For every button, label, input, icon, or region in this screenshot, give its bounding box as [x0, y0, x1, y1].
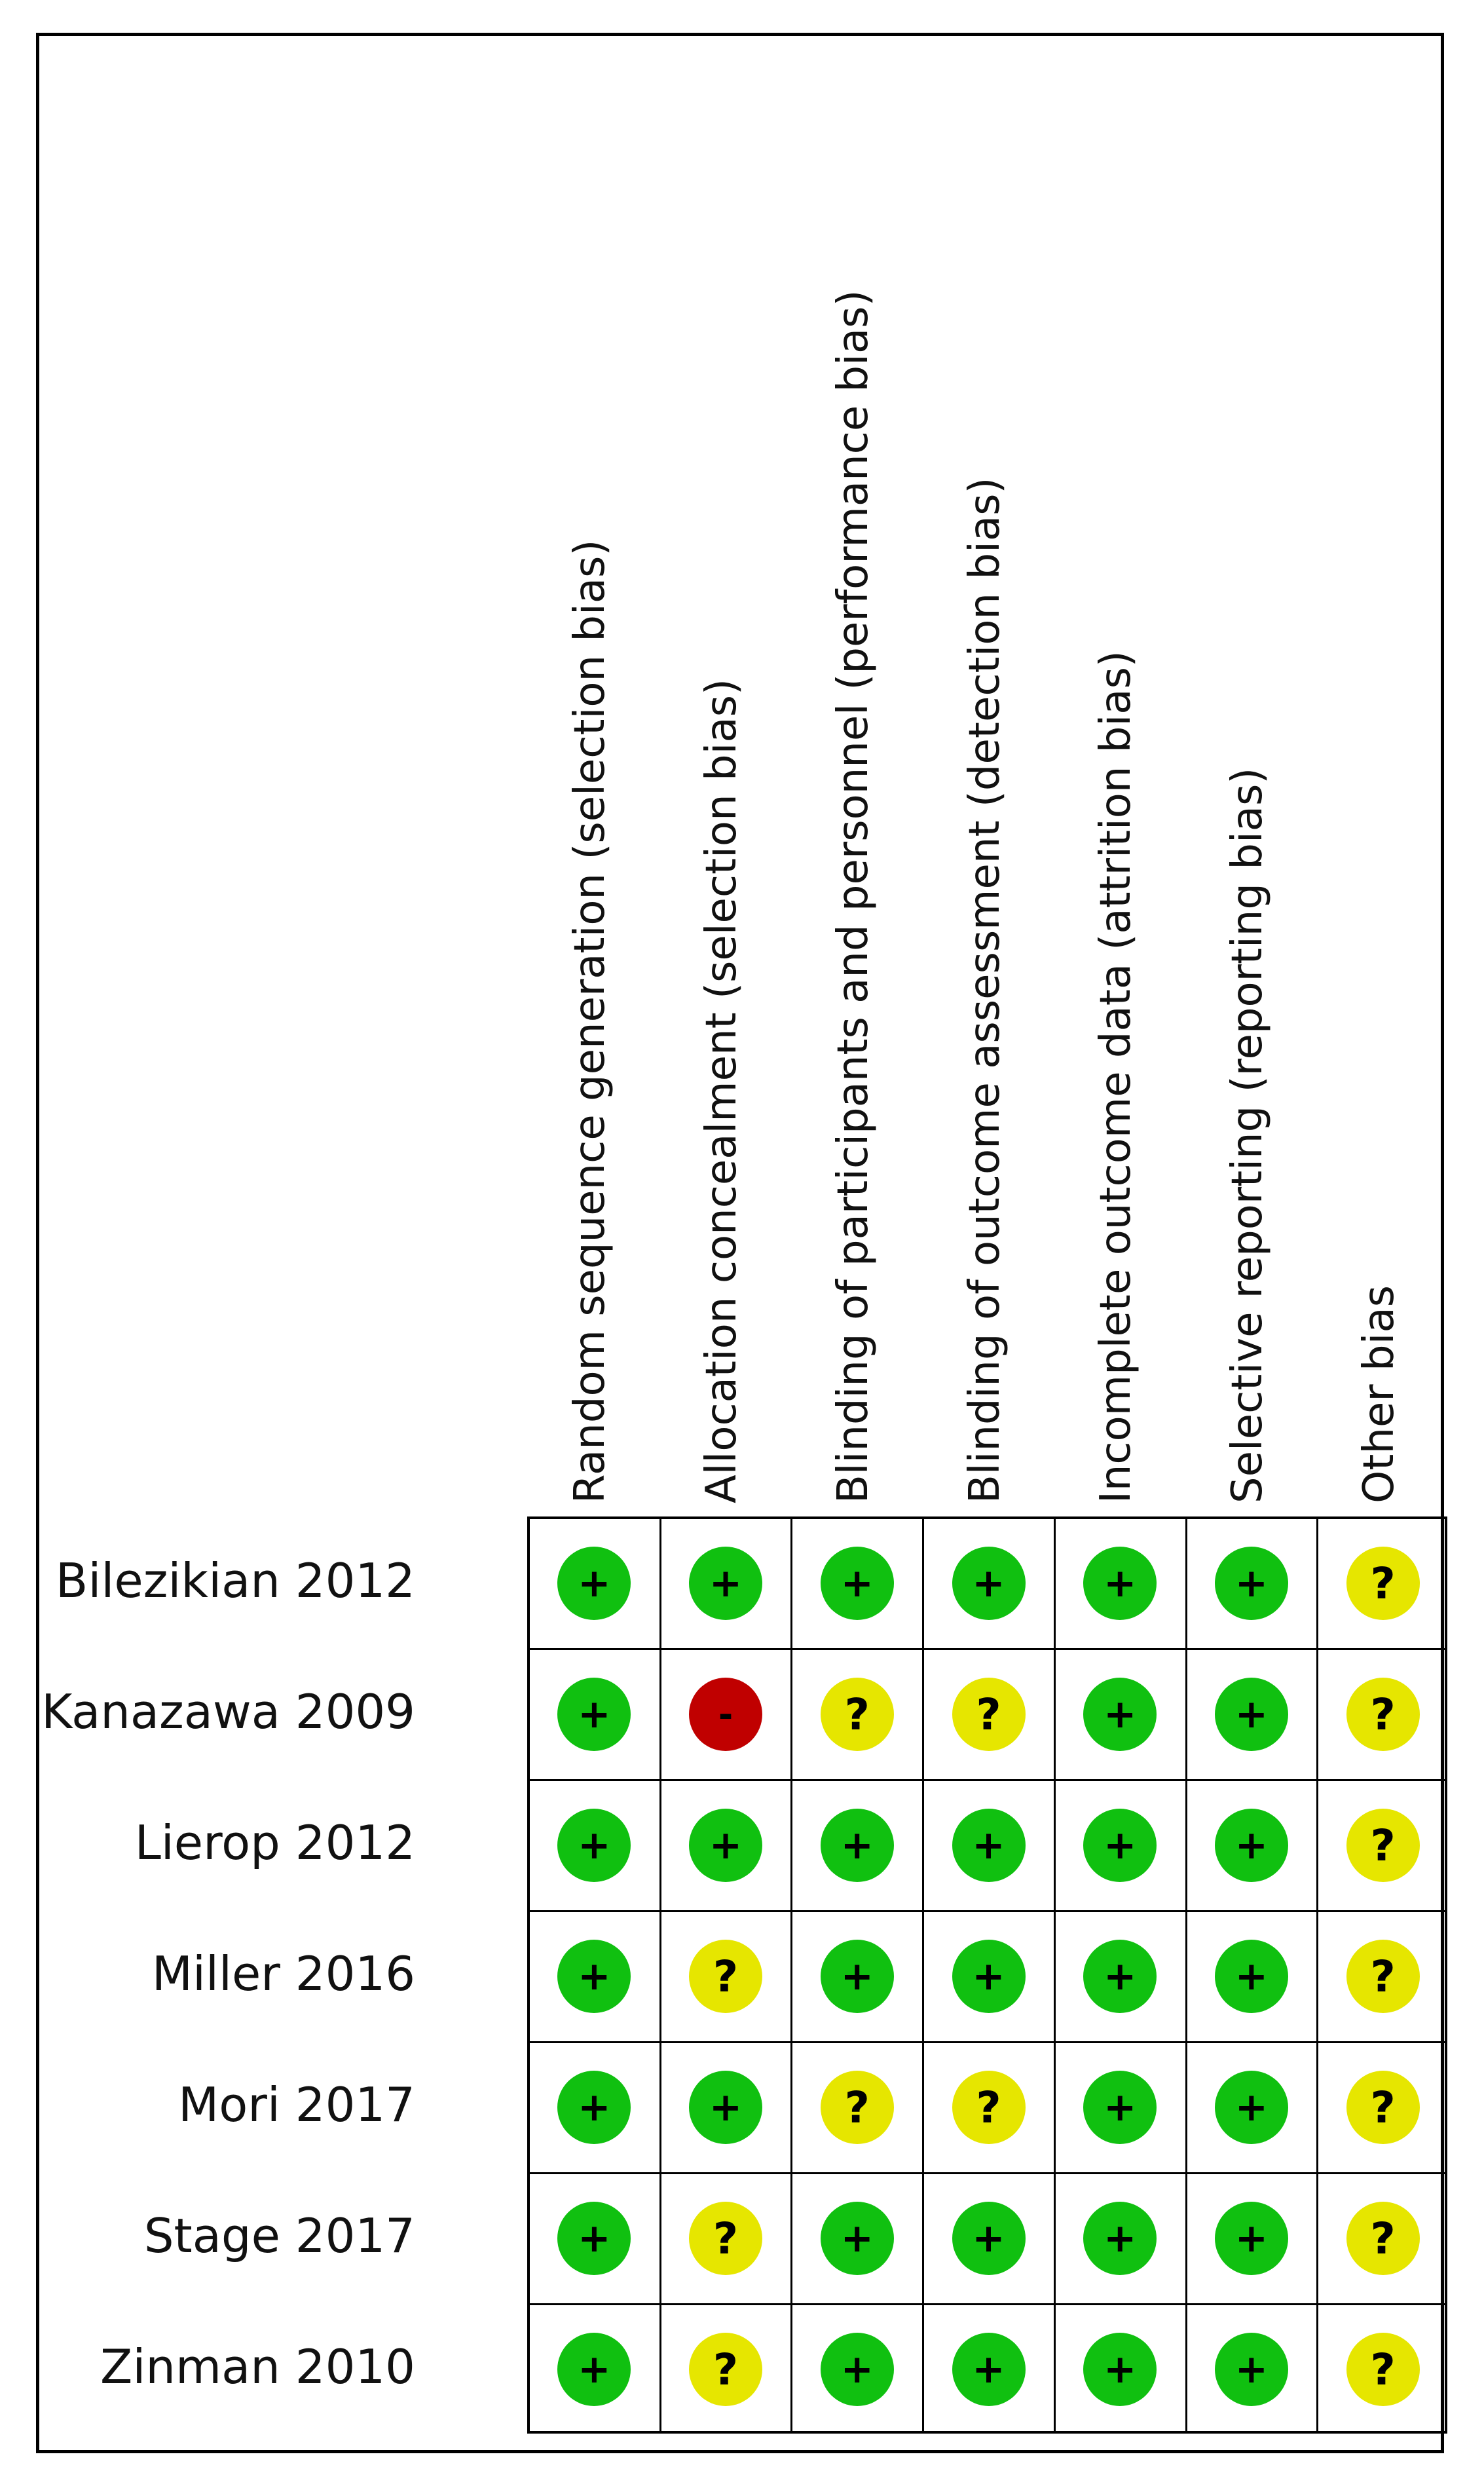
- low-risk-icon: +: [1083, 1547, 1157, 1620]
- grid-line: [530, 1910, 1445, 1912]
- column-label-text: Allocation concealment (selection bias): [697, 679, 747, 1503]
- low-risk-icon: +: [689, 1547, 762, 1620]
- low-risk-icon: +: [1083, 2333, 1157, 2406]
- unclear-risk-icon: ?: [1346, 1809, 1420, 1882]
- study-label: Mori 2017: [178, 2077, 415, 2132]
- grid-line: [530, 2172, 1445, 2174]
- low-risk-icon: +: [1215, 2071, 1288, 2144]
- low-risk-icon: +: [952, 1940, 1026, 2013]
- unclear-risk-icon: ?: [689, 1940, 762, 2013]
- column-label-text: Selective reporting (reporting bias): [1223, 767, 1272, 1503]
- grid-line: [922, 1519, 924, 2431]
- low-risk-icon: +: [557, 1809, 631, 1882]
- unclear-risk-icon: ?: [1346, 1547, 1420, 1620]
- low-risk-icon: +: [1083, 1940, 1157, 2013]
- low-risk-icon: +: [1215, 2202, 1288, 2275]
- low-risk-icon: +: [689, 1809, 762, 1882]
- low-risk-icon: +: [1083, 1809, 1157, 1882]
- low-risk-icon: +: [821, 1547, 894, 1620]
- low-risk-icon: +: [1215, 1809, 1288, 1882]
- study-label: Bilezikian 2012: [55, 1553, 415, 1608]
- study-label: Kanazawa 2009: [41, 1684, 415, 1739]
- study-label: Miller 2016: [151, 1946, 415, 2001]
- low-risk-icon: +: [952, 1547, 1026, 1620]
- unclear-risk-icon: ?: [821, 2071, 894, 2144]
- unclear-risk-icon: ?: [689, 2202, 762, 2275]
- low-risk-icon: +: [1215, 2333, 1288, 2406]
- column-label-text: Blinding of outcome assessment (detection bias): [960, 477, 1009, 1503]
- grid-line: [530, 2303, 1445, 2305]
- low-risk-icon: +: [1215, 1940, 1288, 2013]
- unclear-risk-icon: ?: [1346, 2202, 1420, 2275]
- column-label-text: Other bias: [1354, 1285, 1403, 1503]
- chart-frame: [36, 33, 1444, 2453]
- low-risk-icon: +: [689, 2071, 762, 2144]
- low-risk-icon: +: [952, 1809, 1026, 1882]
- low-risk-icon: +: [557, 2202, 631, 2275]
- low-risk-icon: +: [557, 2333, 631, 2406]
- low-risk-icon: +: [557, 1678, 631, 1751]
- grid-line: [659, 1519, 661, 2431]
- low-risk-icon: +: [952, 2333, 1026, 2406]
- low-risk-icon: +: [821, 1940, 894, 2013]
- low-risk-icon: +: [1083, 1678, 1157, 1751]
- low-risk-icon: +: [1083, 2071, 1157, 2144]
- grid-line: [790, 1519, 792, 2431]
- column-label-text: Blinding of participants and personnel (performance bias): [828, 290, 878, 1503]
- low-risk-icon: +: [557, 1547, 631, 1620]
- unclear-risk-icon: ?: [1346, 2071, 1420, 2144]
- low-risk-icon: +: [1215, 1678, 1288, 1751]
- grid-line: [530, 2041, 1445, 2043]
- unclear-risk-icon: ?: [952, 1678, 1026, 1751]
- low-risk-icon: +: [1083, 2202, 1157, 2275]
- study-label: Zinman 2010: [100, 2339, 415, 2394]
- unclear-risk-icon: ?: [689, 2333, 762, 2406]
- study-label: Stage 2017: [143, 2208, 415, 2263]
- grid-line: [1316, 1519, 1318, 2431]
- low-risk-icon: +: [557, 2071, 631, 2144]
- unclear-risk-icon: ?: [952, 2071, 1026, 2144]
- grid-line: [1185, 1519, 1187, 2431]
- low-risk-icon: +: [821, 1809, 894, 1882]
- high-risk-icon: -: [689, 1678, 762, 1751]
- column-label-text: Random sequence generation (selection bias): [566, 539, 615, 1503]
- unclear-risk-icon: ?: [1346, 1940, 1420, 2013]
- grid-line: [1054, 1519, 1056, 2431]
- low-risk-icon: +: [821, 2333, 894, 2406]
- unclear-risk-icon: ?: [821, 1678, 894, 1751]
- low-risk-icon: +: [557, 1940, 631, 2013]
- low-risk-icon: +: [952, 2202, 1026, 2275]
- study-label: Lierop 2012: [134, 1815, 415, 1870]
- unclear-risk-icon: ?: [1346, 1678, 1420, 1751]
- column-label-text: Incomplete outcome data (attrition bias): [1092, 650, 1141, 1503]
- unclear-risk-icon: ?: [1346, 2333, 1420, 2406]
- risk-of-bias-grid: [527, 1516, 1447, 2434]
- low-risk-icon: +: [821, 2202, 894, 2275]
- grid-line: [530, 1648, 1445, 1650]
- grid-line: [530, 1779, 1445, 1781]
- low-risk-icon: +: [1215, 1547, 1288, 1620]
